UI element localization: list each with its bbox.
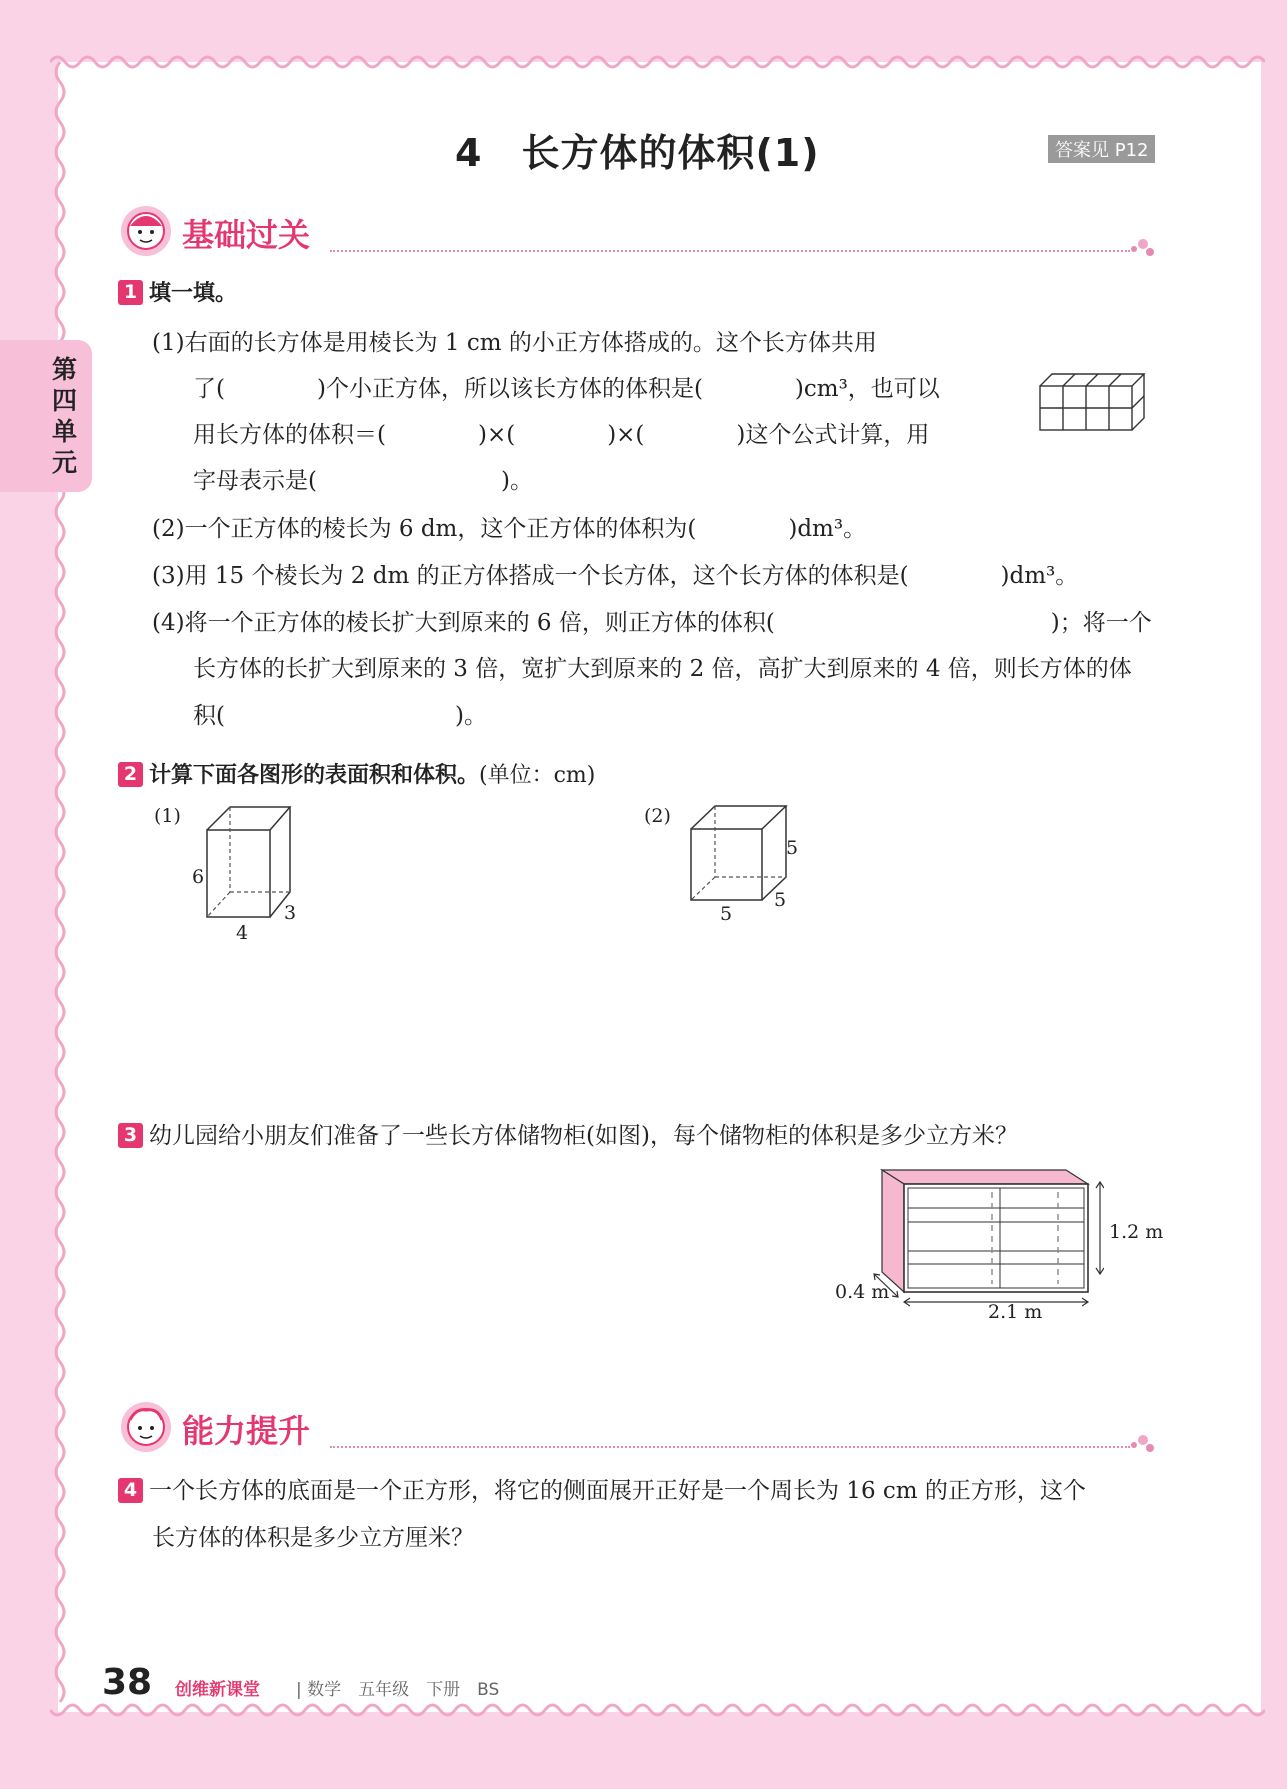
footer-brand: 创维新课堂: [175, 1680, 260, 1700]
dots-decoration-icon: [1128, 236, 1158, 258]
q2-fig2-width: 5: [774, 889, 787, 911]
unit-side-tab: [0, 340, 92, 492]
q2-title: 计算下面各图形的表面积和体积。: [149, 763, 480, 788]
q3-number: 3: [118, 1123, 143, 1148]
q3-heading: [118, 1117, 1018, 1150]
top-wave-border: [50, 50, 1265, 70]
q1-title: 填一填。: [149, 281, 238, 306]
q2-fig1-label: (1): [154, 805, 181, 827]
q2-number: 2: [118, 762, 143, 787]
footer-info: | 数学 五年级 下册 BS: [296, 1680, 500, 1700]
q1-line-9: 积( )。: [193, 703, 487, 729]
q2-fig2-height: 5: [786, 837, 799, 859]
q2-fig1-height: 6: [192, 866, 205, 888]
girl-mascot-icon: [118, 204, 174, 258]
q4-line-2: 长方体的体积是多少立方厘米？: [152, 1525, 474, 1551]
q4-line-1: [118, 1472, 1086, 1505]
section-advanced-title: 能力提升: [182, 1412, 311, 1450]
section-advanced-divider: [330, 1446, 1130, 1448]
q2-fig1-length: 4: [236, 922, 249, 944]
q1-line-1: (1)右面的长方体是用棱长为 1 cm 的小正方体搭成的。这个长方体共用: [152, 330, 877, 356]
q1-line-7: (4)将一个正方体的棱长扩大到原来的 6 倍，则正方体的体积( )；将一个: [152, 610, 1152, 636]
page-title: 4 长方体的体积(1): [455, 131, 820, 175]
q2-fig2-label: (2): [644, 805, 671, 827]
section-basic-title: 基础过关: [182, 216, 311, 254]
cabinet-depth: 0.4 m: [835, 1281, 890, 1303]
q1-line-2: 了( )个小正方体，所以该长方体的体积是( )cm³，也可以: [193, 376, 940, 402]
boy-mascot-icon: [118, 1400, 174, 1454]
q1-line-3: 用长方体的体积＝( )×( )×( )这个公式计算，用: [193, 422, 930, 448]
q1-line-5: (2)一个正方体的棱长为 6 dm，这个正方体的体积为( )dm³。: [152, 516, 867, 542]
q3-text: 幼儿园给小朋友们准备了一些长方体储物柜(如图)，每个储物柜的体积是多少立方米？: [149, 1123, 1018, 1149]
q4-text-1: 一个长方体的底面是一个正方形，将它的侧面展开正好是一个周长为 16 cm 的正方形，这个: [149, 1478, 1086, 1504]
q1-line-4: 字母表示是( )。: [193, 468, 533, 494]
page-number: 38: [102, 1662, 153, 1703]
section-basic-divider: [330, 250, 1130, 252]
q2-fig1-width: 3: [284, 902, 297, 924]
q1-heading: [118, 276, 237, 307]
cube-stack-figure: [1038, 370, 1146, 432]
cabinet-height: 1.2 m: [1109, 1221, 1164, 1243]
answer-reference-badge: 答案见 P12: [1048, 135, 1155, 163]
q4-number: 4: [118, 1478, 143, 1503]
left-wave-border: [50, 62, 70, 1712]
q1-line-8: 长方体的长扩大到原来的 3 倍，宽扩大到原来的 2 倍，高扩大到原来的 4 倍，则长方体的体: [193, 656, 1132, 682]
q1-number: 1: [118, 280, 143, 305]
q2-heading: [118, 758, 595, 789]
cabinet-length: 2.1 m: [988, 1301, 1043, 1323]
bottom-wave-border: [50, 1702, 1265, 1722]
q1-line-6: (3)用 15 个棱长为 2 dm 的正方体搭成一个长方体，这个长方体的体积是( )dm³。: [152, 563, 1079, 589]
q2-unit: (单位：cm): [479, 763, 596, 788]
unit-side-tab-label: 第四单元: [52, 355, 78, 477]
q2-fig2-length: 5: [720, 903, 733, 925]
dots-decoration-icon: [1128, 1432, 1158, 1454]
